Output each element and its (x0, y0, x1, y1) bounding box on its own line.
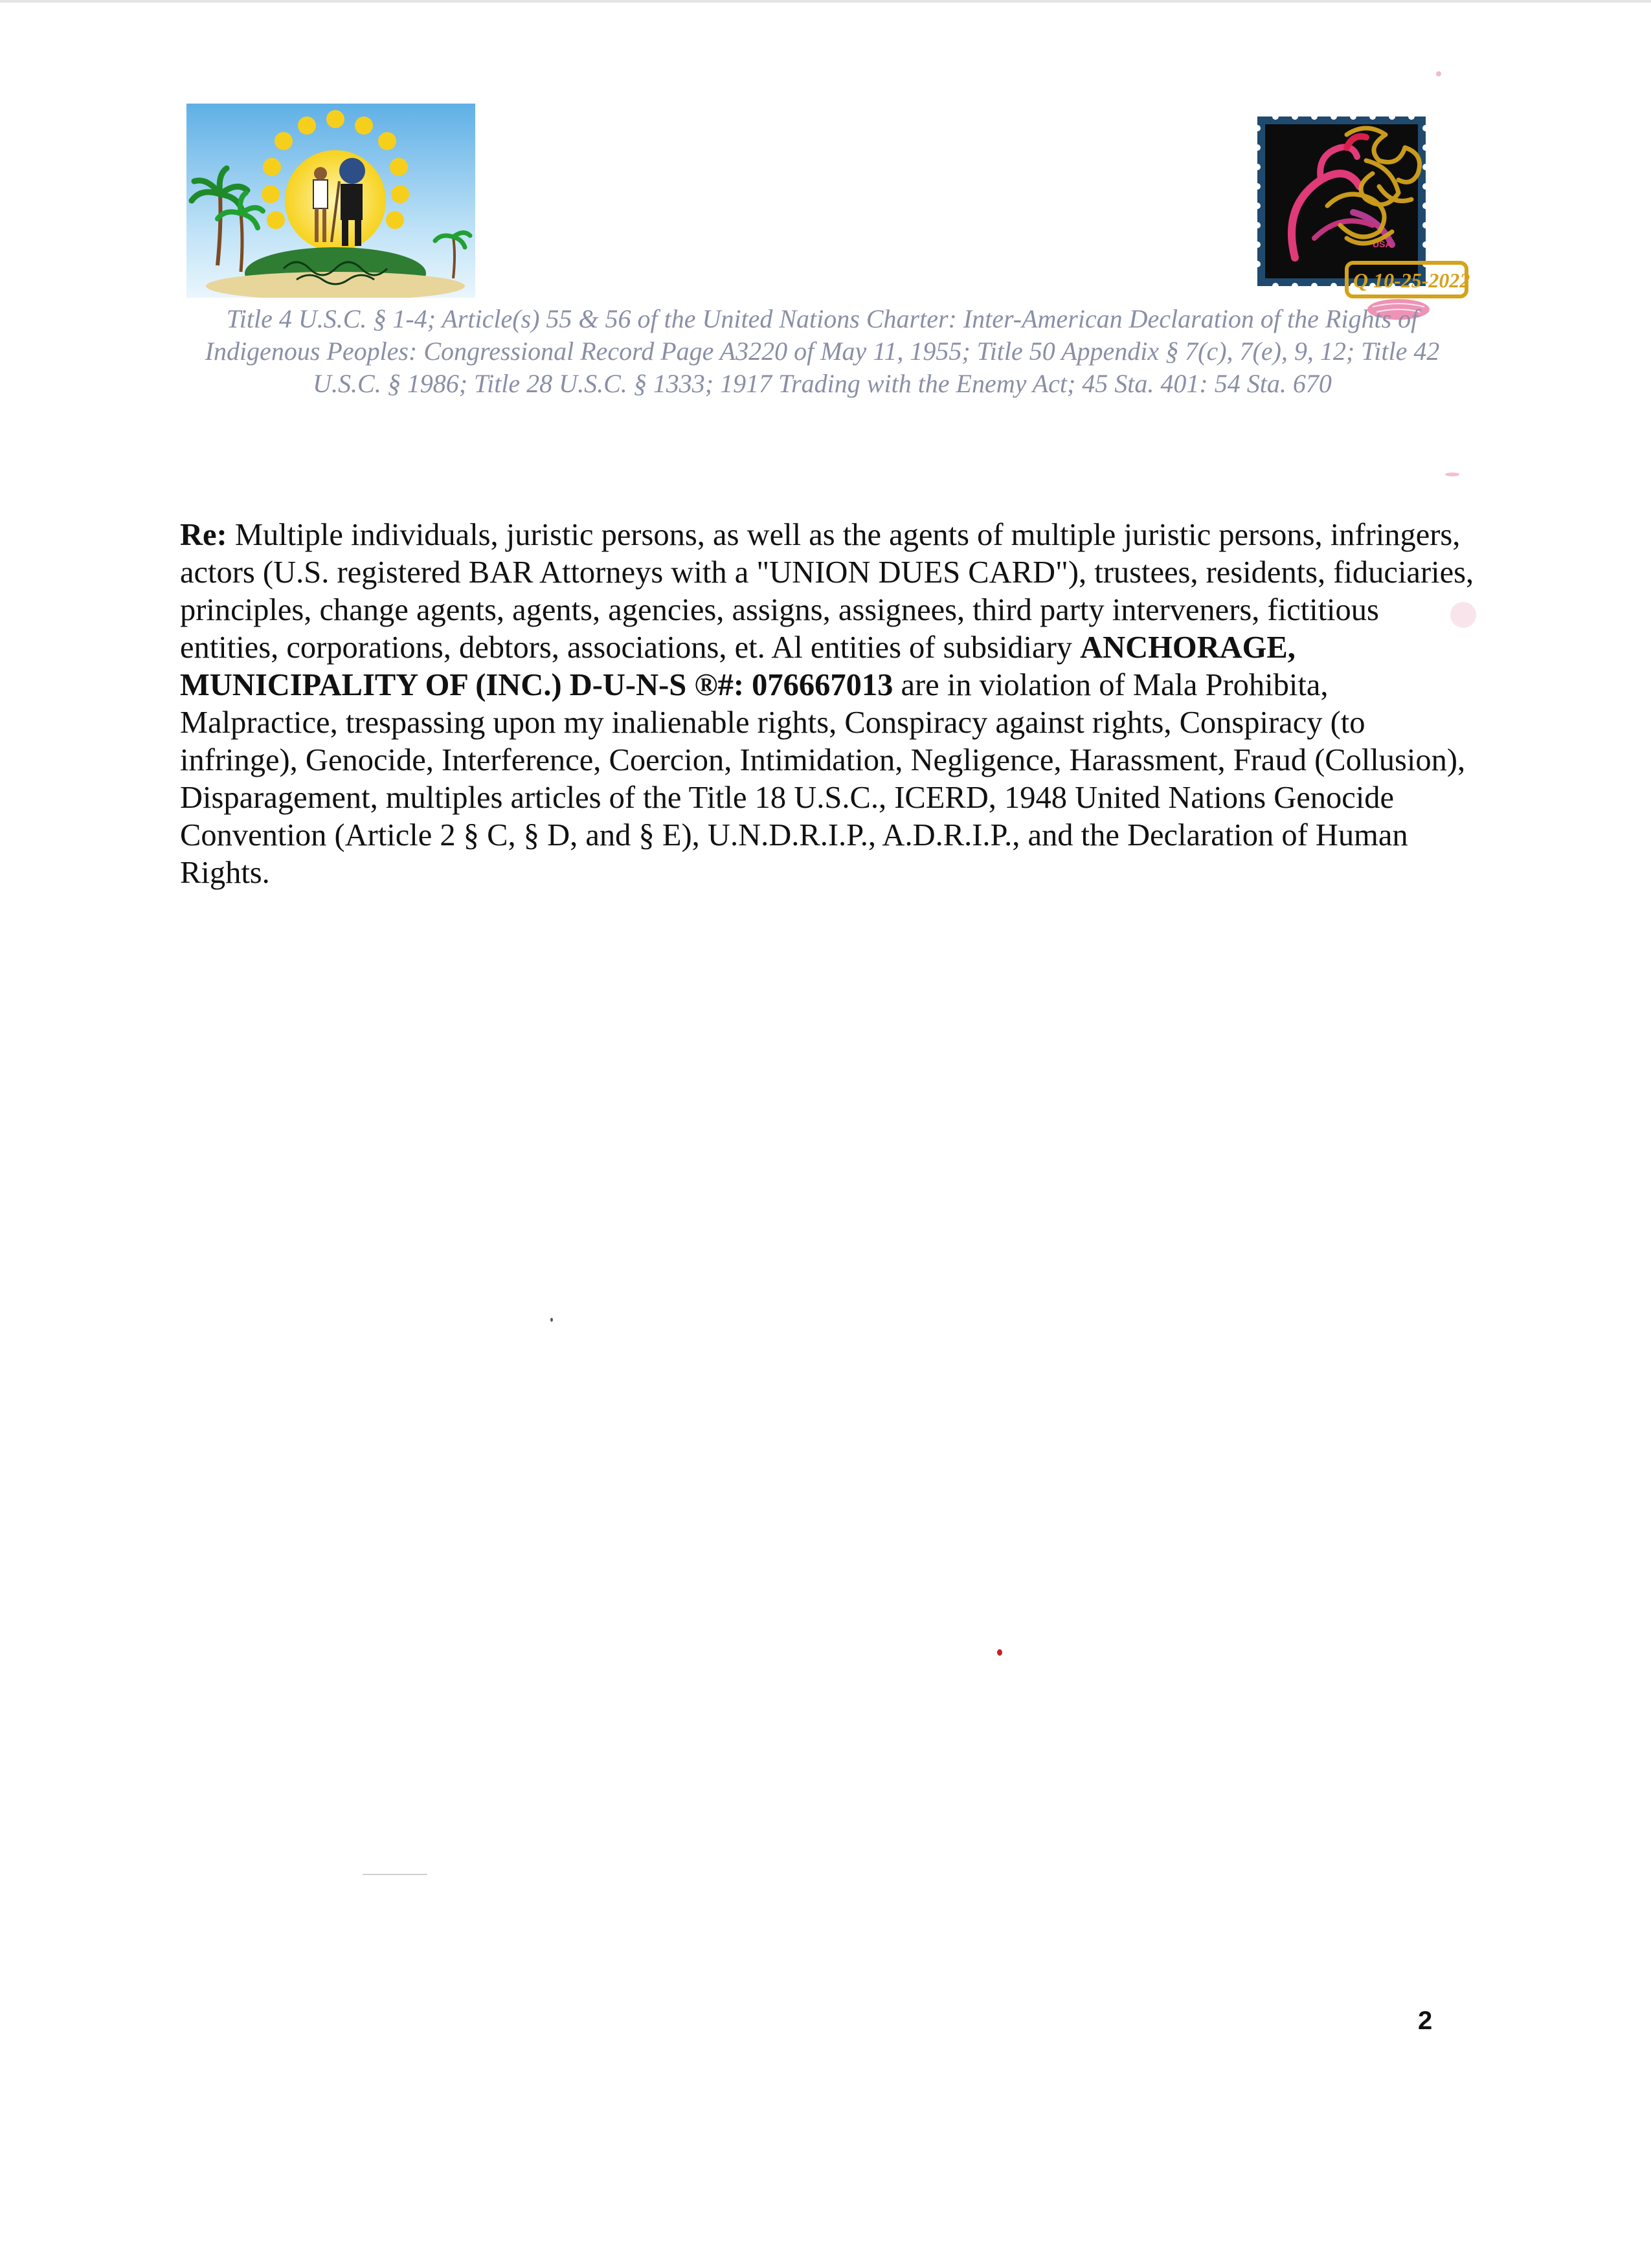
stamp-handwritten-date: Q 10-25-2022 (1353, 269, 1470, 292)
re-text-part2: are in violation of Mala Prohibita, Malpractice, trespassing upon my inalienable rights, Conspiracy against rights, Conspiracy (to infringe), Genocide, Interference, Coercion, Intimidation, Negligence, Harassment, Fraud (Collusion), Disparagement, multiples articles of the Title 18 U.S.C., ICERD, 1948 United Nations Genocide Convention (Article 2 § C, § D, and § E), U.N.D.R.I.P., A.D.R.I.P., and the Declaration of Human Rights. (180, 668, 1466, 890)
re-paragraph (180, 517, 1475, 892)
scan-speck (997, 1649, 1002, 1656)
re-text-part1: Multiple individuals, juristic persons, as well as the agents of multiple juristic persons, infringers, actors (U.S. registered BAR Attorneys with a "UNION DUES CARD"), trustees, residents, fiduciaries, principles, change agents, agents, agencies, assigns, assignees, third party interveners, fictitious entities, corporations, debtors, associations, et. Al entities of subsidiary (180, 518, 1474, 665)
entity-name: ANCHORAGE, MUNICIPALITY OF (INC.) D-U-N-S ®#: 076667013 (180, 630, 1296, 702)
page-number: 2 (1418, 2007, 1433, 2035)
scan-speck (363, 1874, 427, 1875)
postage-stamp (1250, 109, 1470, 322)
scan-top-edge (0, 0, 1651, 3)
citation-header: Title 4 U.S.C. § 1-4; Article(s) 55 & 56 of the United Nations Charter: Inter-American Declaration of the Rights of Indigenous Peoples: Congressional Record Page A3220 of May 11, 1955; Title 50 Appendix § 7(c), 7(e), 9, 12; Title 42 U.S.C. § 1986; Title 28 U.S.C. § 1333; 1917 Trading with the Enemy Act; 45 Sta. 401: 54 Sta. 670 (205, 304, 1440, 398)
scan-speck (1450, 602, 1476, 628)
stamp-usa-label: USA (1373, 239, 1392, 249)
scan-speck (550, 1318, 553, 1322)
re-label: Re: (180, 518, 227, 552)
scan-speck (1436, 71, 1441, 76)
scan-speck (1445, 472, 1459, 476)
emblem-logo (186, 104, 475, 298)
